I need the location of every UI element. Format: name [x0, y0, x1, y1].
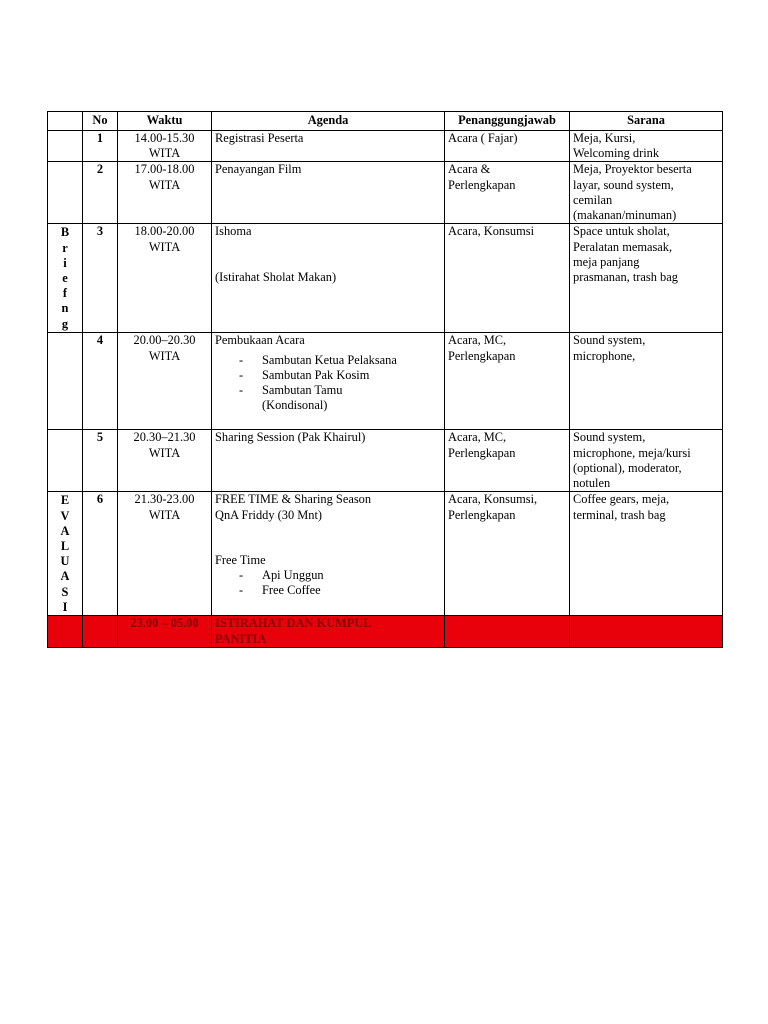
waktu-line: WITA: [148, 348, 181, 363]
sarana-line: layar, sound system,: [573, 177, 674, 192]
agenda-subitem: - Sambutan Tamu: [215, 383, 441, 398]
row-sarana-empty: [570, 616, 723, 647]
sarana-line: prasmanan, trash bag: [573, 270, 678, 285]
side-letter: V: [60, 508, 70, 523]
row-pj-empty: [445, 616, 570, 647]
pj-line: Acara &: [448, 162, 491, 177]
table-row: [48, 131, 723, 162]
row-pj: [445, 430, 570, 492]
sarana-line: Sound system,: [573, 333, 646, 348]
waktu-line: WITA: [148, 445, 181, 460]
side-letter: L: [60, 539, 70, 554]
pj-line: Perlengkapan: [448, 348, 516, 363]
row-sarana: [570, 131, 723, 162]
pj-line: Acara, Konsumsi: [448, 224, 535, 239]
row-pj: [445, 224, 570, 333]
agenda-line: FREE TIME & Sharing Season: [215, 492, 372, 507]
row-no: 4: [83, 333, 118, 430]
side-letter: r: [62, 240, 68, 255]
row-sarana: [570, 430, 723, 492]
waktu-line: 21.30-23.00: [134, 492, 195, 507]
pj-line: Acara, Konsumsi,: [448, 492, 538, 507]
sarana-line: terminal, trash bag: [573, 507, 666, 522]
pj-line: Perlengkapan: [448, 507, 516, 522]
side-letter: E: [60, 493, 70, 508]
row-waktu: 23.00 – 05.00: [118, 616, 212, 647]
sarana-line: meja panjang: [573, 254, 640, 269]
row-no: 2: [83, 162, 118, 224]
row-pj: [445, 131, 570, 162]
row-no: 3: [83, 224, 118, 333]
side-letter: g: [61, 316, 69, 331]
side-cell-empty: [48, 131, 83, 162]
side-letter: B: [60, 225, 70, 240]
agenda-sublist: [215, 353, 441, 414]
sarana-line: Welcoming drink: [573, 146, 660, 161]
side-letter: i: [63, 255, 67, 270]
agenda-title: Ishoma: [215, 224, 252, 239]
table-row: [48, 492, 723, 616]
row-no-empty: [83, 616, 118, 647]
row-agenda: [212, 616, 445, 647]
row-waktu: [118, 224, 212, 333]
sarana-line: Meja, Proyektor beserta: [573, 162, 692, 177]
sarana-line: Space untuk sholat,: [573, 224, 670, 239]
sarana-line: (optional), moderator,: [573, 460, 682, 475]
row-no: 6: [83, 492, 118, 616]
agenda-subitem: - Sambutan Ketua Pelaksana: [215, 353, 441, 368]
side-letter: A: [60, 569, 70, 584]
row-waktu: [118, 492, 212, 616]
side-label-briefing: [48, 224, 83, 333]
header-sarana: Sarana: [570, 112, 723, 131]
table-row: [48, 224, 723, 333]
row-no: 1: [83, 131, 118, 162]
agenda-line: PANITIA: [215, 631, 267, 646]
waktu-line: 20.00–20.30: [133, 333, 196, 348]
pj-line: Acara, MC,: [448, 430, 507, 445]
side-letter: n: [61, 301, 69, 316]
row-agenda: [212, 224, 445, 333]
row-sarana: [570, 224, 723, 333]
sarana-line: notulen: [573, 476, 611, 491]
side-cell-empty: [48, 162, 83, 224]
row-waktu: [118, 131, 212, 162]
row-agenda: [212, 492, 445, 616]
pj-line: Acara ( Fajar): [448, 131, 518, 145]
table-row: [48, 430, 723, 492]
sarana-line: Peralatan memasak,: [573, 239, 673, 254]
side-cell-empty: [48, 333, 83, 430]
agenda-sublist: [215, 568, 441, 598]
side-letter: S: [61, 584, 69, 599]
waktu-line: WITA: [148, 507, 181, 522]
row-agenda: Registrasi Peserta: [212, 131, 445, 162]
table-row: [48, 333, 723, 430]
highlight-row: [48, 616, 723, 647]
row-agenda: Sharing Session (Pak Khairul): [212, 430, 445, 492]
side-letter: I: [62, 599, 68, 614]
header-penanggungjawab: Penanggungjawab: [445, 112, 570, 131]
row-waktu: [118, 430, 212, 492]
sarana-line: (makanan/minuman): [573, 208, 677, 223]
header-agenda: Agenda: [212, 112, 445, 131]
side-cell-empty: [48, 430, 83, 492]
row-pj: [445, 492, 570, 616]
row-no: 5: [83, 430, 118, 492]
agenda-subitem: - Sambutan Pak Kosim: [215, 368, 441, 383]
agenda-subitem: - Api Unggun: [215, 568, 441, 583]
side-letter: U: [60, 554, 70, 569]
agenda-note: (Istirahat Sholat Makan): [215, 269, 337, 284]
pj-line: Acara, MC,: [448, 333, 507, 348]
row-agenda: Penayangan Film: [212, 162, 445, 224]
row-sarana: [570, 492, 723, 616]
pj-line: Perlengkapan: [448, 445, 516, 460]
side-label-evaluasi: [48, 492, 83, 616]
row-sarana: [570, 333, 723, 430]
row-waktu: [118, 333, 212, 430]
pj-line: Perlengkapan: [448, 177, 516, 192]
side-letter: e: [62, 271, 68, 286]
agenda-title: Pembukaan Acara: [215, 333, 305, 348]
side-cell-empty: [48, 616, 83, 647]
row-pj: [445, 162, 570, 224]
side-letter: A: [60, 523, 70, 538]
header-side: [48, 112, 83, 131]
sarana-line: Coffee gears, meja,: [573, 492, 670, 507]
sarana-line: microphone, meja/kursi: [573, 445, 691, 460]
agenda-subitem: - Free Coffee: [215, 583, 441, 598]
sarana-line: Sound system,: [573, 430, 646, 445]
agenda-free-time: Free Time: [215, 552, 266, 567]
header-waktu: Waktu: [118, 112, 212, 131]
header-no: No: [83, 112, 118, 131]
waktu-line: WITA: [148, 239, 181, 254]
waktu-line: WITA: [148, 177, 181, 192]
waktu-line: 17.00-18.00: [134, 162, 195, 177]
agenda-line: QnA Friddy (30 Mnt): [215, 507, 323, 522]
waktu-line: 18.00-20.00: [134, 224, 195, 239]
table-row: [48, 162, 723, 224]
agenda-line: ISTIRAHAT DAN KUMPUL: [215, 616, 372, 631]
schedule-table: [47, 111, 723, 648]
row-waktu: [118, 162, 212, 224]
waktu-line: 20.30–21.30: [133, 430, 196, 445]
row-agenda: [212, 333, 445, 430]
header-row: [48, 112, 723, 131]
sarana-line: cemilan: [573, 192, 613, 207]
sarana-line: microphone,: [573, 348, 636, 363]
row-pj: [445, 333, 570, 430]
row-sarana: [570, 162, 723, 224]
waktu-line: 14.00-15.30: [134, 131, 195, 145]
waktu-line: WITA: [148, 146, 181, 161]
side-letter: f: [62, 286, 68, 301]
agenda-subitem-continued: (Kondisonal): [262, 398, 328, 413]
sarana-line: Meja, Kursi,: [573, 131, 636, 145]
